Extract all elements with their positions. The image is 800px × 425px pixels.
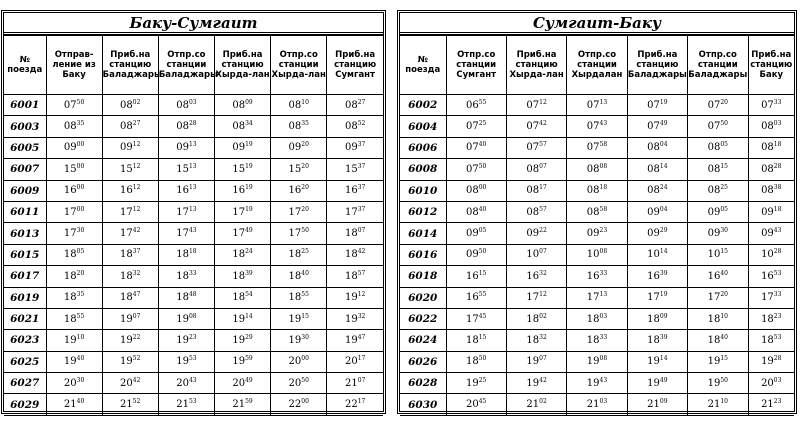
train-number: 6026 [400,351,446,372]
time-cell: $18^{50}$ [446,351,506,372]
table-row [4,137,383,158]
time-cell: $06^{55}$ [446,95,506,116]
time-cell: $07^{40}$ [446,137,506,158]
train-number: 6015 [4,244,46,265]
time-cell: $15^{12}$ [102,159,158,180]
time-cell: $08^{27}$ [327,95,383,116]
table-row [4,244,383,265]
time-cell: $18^{10}$ [688,308,748,329]
time-cell: $18^{37}$ [102,244,158,265]
table-row [4,201,383,222]
time-cell: $08^{03}$ [158,95,214,116]
time-cell: $08^{27}$ [102,116,158,137]
time-cell: $10^{28}$ [748,244,794,265]
train-number: 6018 [400,266,446,287]
table-row [4,266,383,287]
time-cell: $07^{20}$ [688,95,748,116]
time-cell: $09^{20}$ [271,137,327,158]
time-cell: $16^{15}$ [446,266,506,287]
time-cell: $19^{52}$ [102,351,158,372]
time-cell: $21^{02}$ [506,394,566,415]
train-number: 6002 [400,95,446,116]
time-cell: $16^{00}$ [46,180,102,201]
time-cell: $18^{55}$ [271,287,327,308]
table-row [400,137,794,158]
time-cell: $19^{15}$ [688,351,748,372]
time-cell: $19^{14}$ [627,351,687,372]
column-header: Приб.на станцию Сумгант [327,36,383,95]
time-cell: $17^{00}$ [46,201,102,222]
time-cell: $21^{10}$ [688,394,748,415]
column-header: Приб.на станцию Баладжары [627,36,687,95]
time-cell: $15^{37}$ [327,159,383,180]
table-row [400,394,794,415]
table-row [400,351,794,372]
train-number: 6027 [4,373,46,394]
time-cell: $16^{55}$ [446,287,506,308]
schedule-table [4,35,383,416]
time-cell: $08^{52}$ [327,116,383,137]
column-header: Приб.на станцию Хырда-лан [214,36,270,95]
column-header: Отпр.со станции Баладжары [688,36,748,95]
header-row [400,36,794,95]
train-number: 6025 [4,351,46,372]
time-cell: $07^{12}$ [506,95,566,116]
time-cell: $08^{18}$ [567,180,627,201]
time-cell: $16^{32}$ [506,266,566,287]
table-row [4,180,383,201]
table-row [400,95,794,116]
time-cell: $08^{18}$ [748,137,794,158]
time-cell: $19^{32}$ [327,308,383,329]
time-cell: $09^{43}$ [748,223,794,244]
table-row [4,116,383,137]
time-cell: $08^{34}$ [214,116,270,137]
train-number: 6006 [400,137,446,158]
time-cell: $07^{50}$ [46,95,102,116]
time-cell: $19^{29}$ [214,330,270,351]
time-cell: $17^{19}$ [214,201,270,222]
time-cell: $08^{10}$ [271,95,327,116]
time-cell: $18^{42}$ [327,244,383,265]
column-header: Приб.на станцию Баладжары [102,36,158,95]
train-number: 6019 [4,287,46,308]
column-header: Отпр.со станции Хырдалан [567,36,627,95]
time-cell: $18^{02}$ [506,308,566,329]
time-cell: $15^{00}$ [46,159,102,180]
time-cell: $09^{50}$ [446,244,506,265]
baku-sumgait-panel [1,10,386,414]
table-row [400,223,794,244]
time-cell: $17^{50}$ [271,223,327,244]
table-row [4,394,383,415]
panel-title: Сумгаит-Баку [400,13,794,35]
time-cell: $17^{43}$ [158,223,214,244]
time-cell: $09^{22}$ [506,223,566,244]
train-number: 6030 [400,394,446,415]
table-row [4,159,383,180]
time-cell: $17^{45}$ [446,308,506,329]
time-cell: $17^{20}$ [688,287,748,308]
train-number: 6024 [400,330,446,351]
time-cell: $08^{09}$ [214,95,270,116]
time-cell: $18^{32}$ [506,330,566,351]
time-cell: $19^{23}$ [158,330,214,351]
time-cell: $18^{48}$ [158,287,214,308]
time-cell: $09^{19}$ [214,137,270,158]
time-cell: $19^{10}$ [46,330,102,351]
time-cell: $08^{35}$ [46,116,102,137]
time-cell: $09^{12}$ [102,137,158,158]
train-number: 6016 [400,244,446,265]
time-cell: $18^{03}$ [567,308,627,329]
table-row [400,287,794,308]
time-cell: $17^{20}$ [271,201,327,222]
time-cell: $09^{23}$ [567,223,627,244]
time-cell: $20^{49}$ [214,373,270,394]
time-cell: $19^{22}$ [102,330,158,351]
time-cell: $19^{08}$ [158,308,214,329]
time-cell: $16^{20}$ [271,180,327,201]
table-row [4,95,383,116]
time-cell: $18^{54}$ [214,287,270,308]
time-cell: $19^{50}$ [688,373,748,394]
time-cell: $18^{33}$ [567,330,627,351]
time-cell: $16^{12}$ [102,180,158,201]
train-number: 6020 [400,287,446,308]
time-cell: $16^{33}$ [567,266,627,287]
time-cell: $09^{00}$ [46,137,102,158]
time-cell: $15^{20}$ [271,159,327,180]
train-number: 6005 [4,137,46,158]
table-row [400,308,794,329]
time-cell: $08^{03}$ [748,116,794,137]
time-cell: $21^{23}$ [748,394,794,415]
time-cell: $15^{19}$ [214,159,270,180]
time-cell: $08^{58}$ [567,201,627,222]
table-row [4,351,383,372]
time-cell: $20^{45}$ [446,394,506,415]
schedule-table [400,35,794,416]
table-row [400,116,794,137]
train-number: 6022 [400,308,446,329]
time-cell: $18^{40}$ [271,266,327,287]
time-cell: $07^{50}$ [688,116,748,137]
train-number: 6009 [4,180,46,201]
time-cell: $19^{14}$ [214,308,270,329]
time-cell: $18^{47}$ [102,287,158,308]
time-cell: $18^{40}$ [688,330,748,351]
time-cell: $08^{28}$ [748,159,794,180]
time-cell: $19^{43}$ [567,373,627,394]
train-number: 6023 [4,330,46,351]
time-cell: $07^{50}$ [446,159,506,180]
time-cell: $09^{30}$ [688,223,748,244]
time-cell: $19^{12}$ [327,287,383,308]
header-row [4,36,383,95]
time-cell: $20^{03}$ [748,373,794,394]
time-cell: $19^{07}$ [506,351,566,372]
train-number: 6007 [4,159,46,180]
time-cell: $18^{33}$ [158,266,214,287]
train-number: 6004 [400,116,446,137]
time-cell: $18^{18}$ [158,244,214,265]
column-header: № поезда [400,36,446,95]
table-row [400,373,794,394]
time-cell: $17^{19}$ [627,287,687,308]
time-cell: $17^{42}$ [102,223,158,244]
time-cell: $18^{39}$ [214,266,270,287]
time-cell: $08^{15}$ [688,159,748,180]
column-header: Отпр.со станции Сумгант [446,36,506,95]
train-number: 6029 [4,394,46,415]
time-cell: $21^{40}$ [46,394,102,415]
table-row [400,330,794,351]
time-cell: $20^{43}$ [158,373,214,394]
time-cell: $08^{24}$ [627,180,687,201]
time-cell: $09^{37}$ [327,137,383,158]
time-cell: $19^{08}$ [567,351,627,372]
time-cell: $20^{50}$ [271,373,327,394]
time-cell: $09^{04}$ [627,201,687,222]
time-cell: $17^{30}$ [46,223,102,244]
table-row [400,201,794,222]
time-cell: $17^{12}$ [506,287,566,308]
time-cell: $17^{37}$ [327,201,383,222]
column-header: Отпр.со станции Баладжары [158,36,214,95]
time-cell: $07^{58}$ [567,137,627,158]
column-header: Отправ-ление из Баку [46,36,102,95]
time-cell: $19^{28}$ [748,351,794,372]
time-cell: $18^{09}$ [627,308,687,329]
time-cell: $09^{05}$ [446,223,506,244]
time-cell: $17^{13}$ [567,287,627,308]
column-header: Приб.на станцию Баку [748,36,794,95]
time-cell: $19^{40}$ [46,351,102,372]
time-cell: $20^{42}$ [102,373,158,394]
schedule-body [400,95,794,416]
time-cell: $20^{30}$ [46,373,102,394]
table-row [4,330,383,351]
column-header: Приб.на станцию Хырда-лан [506,36,566,95]
train-number: 6001 [4,95,46,116]
time-cell: $20^{00}$ [271,351,327,372]
time-cell: $19^{42}$ [506,373,566,394]
time-cell: $08^{00}$ [446,180,506,201]
time-cell: $10^{08}$ [567,244,627,265]
time-cell: $21^{09}$ [627,394,687,415]
time-cell: $18^{24}$ [214,244,270,265]
time-cell: $10^{07}$ [506,244,566,265]
time-cell: $21^{59}$ [214,394,270,415]
time-cell: $18^{53}$ [748,330,794,351]
time-cell: $09^{05}$ [688,201,748,222]
column-header: Отпр.со станции Хырда-лан [271,36,327,95]
time-cell: $18^{07}$ [327,223,383,244]
time-cell: $08^{07}$ [506,159,566,180]
time-cell: $19^{30}$ [271,330,327,351]
time-cell: $17^{49}$ [214,223,270,244]
time-cell: $18^{55}$ [46,308,102,329]
time-cell: $19^{07}$ [102,308,158,329]
table-row [400,266,794,287]
time-cell: $16^{37}$ [327,180,383,201]
table-row [400,244,794,265]
panel-title: Баку-Сумгаит [4,13,383,35]
time-cell: $18^{20}$ [46,266,102,287]
train-number: 6017 [4,266,46,287]
table-row [400,159,794,180]
time-cell: $18^{57}$ [327,266,383,287]
train-number: 6008 [400,159,446,180]
time-cell: $17^{13}$ [158,201,214,222]
time-cell: $18^{35}$ [46,287,102,308]
time-cell: $17^{33}$ [748,287,794,308]
column-header: № поезда [4,36,46,95]
train-number: 6021 [4,308,46,329]
time-cell: $10^{15}$ [688,244,748,265]
time-cell: $20^{17}$ [327,351,383,372]
time-cell: $19^{25}$ [446,373,506,394]
time-cell: $07^{33}$ [748,95,794,116]
sumgait-baku-panel [397,10,797,414]
time-cell: $18^{15}$ [446,330,506,351]
time-cell: $07^{25}$ [446,116,506,137]
time-cell: $18^{23}$ [748,308,794,329]
time-cell: $10^{14}$ [627,244,687,265]
time-cell: $07^{19}$ [627,95,687,116]
time-cell: $16^{40}$ [688,266,748,287]
time-cell: $19^{53}$ [158,351,214,372]
train-number: 6011 [4,201,46,222]
time-cell: $08^{28}$ [158,116,214,137]
time-cell: $21^{53}$ [158,394,214,415]
table-row [4,373,383,394]
train-number: 6003 [4,116,46,137]
time-cell: $16^{39}$ [627,266,687,287]
time-cell: $18^{39}$ [627,330,687,351]
table-row [4,308,383,329]
time-cell: $15^{13}$ [158,159,214,180]
time-cell: $08^{17}$ [506,180,566,201]
time-cell: $08^{38}$ [748,180,794,201]
time-cell: $07^{57}$ [506,137,566,158]
time-cell: $08^{05}$ [688,137,748,158]
time-cell: $18^{32}$ [102,266,158,287]
time-cell: $08^{08}$ [567,159,627,180]
time-cell: $08^{14}$ [627,159,687,180]
time-cell: $22^{00}$ [271,394,327,415]
time-cell: $18^{05}$ [46,244,102,265]
time-cell: $07^{43}$ [567,116,627,137]
time-cell: $21^{03}$ [567,394,627,415]
time-cell: $21^{07}$ [327,373,383,394]
table-row [400,180,794,201]
time-cell: $08^{02}$ [102,95,158,116]
time-cell: $16^{13}$ [158,180,214,201]
time-cell: $16^{53}$ [748,266,794,287]
time-cell: $08^{25}$ [688,180,748,201]
time-cell: $19^{15}$ [271,308,327,329]
train-number: 6010 [400,180,446,201]
time-cell: $07^{13}$ [567,95,627,116]
time-cell: $09^{29}$ [627,223,687,244]
time-cell: $17^{12}$ [102,201,158,222]
time-cell: $19^{47}$ [327,330,383,351]
time-cell: $22^{17}$ [327,394,383,415]
time-cell: $19^{49}$ [627,373,687,394]
time-cell: $08^{04}$ [627,137,687,158]
train-number: 6012 [400,201,446,222]
time-cell: $08^{35}$ [271,116,327,137]
time-cell: $07^{42}$ [506,116,566,137]
time-cell: $08^{57}$ [506,201,566,222]
time-cell: $16^{19}$ [214,180,270,201]
time-cell: $08^{40}$ [446,201,506,222]
time-cell: $09^{13}$ [158,137,214,158]
table-row [4,223,383,244]
time-cell: $07^{49}$ [627,116,687,137]
schedule-body [4,95,383,416]
table-row [4,287,383,308]
time-cell: $09^{18}$ [748,201,794,222]
train-number: 6014 [400,223,446,244]
time-cell: $19^{59}$ [214,351,270,372]
time-cell: $18^{25}$ [271,244,327,265]
train-number: 6013 [4,223,46,244]
time-cell: $21^{52}$ [102,394,158,415]
train-number: 6028 [400,373,446,394]
